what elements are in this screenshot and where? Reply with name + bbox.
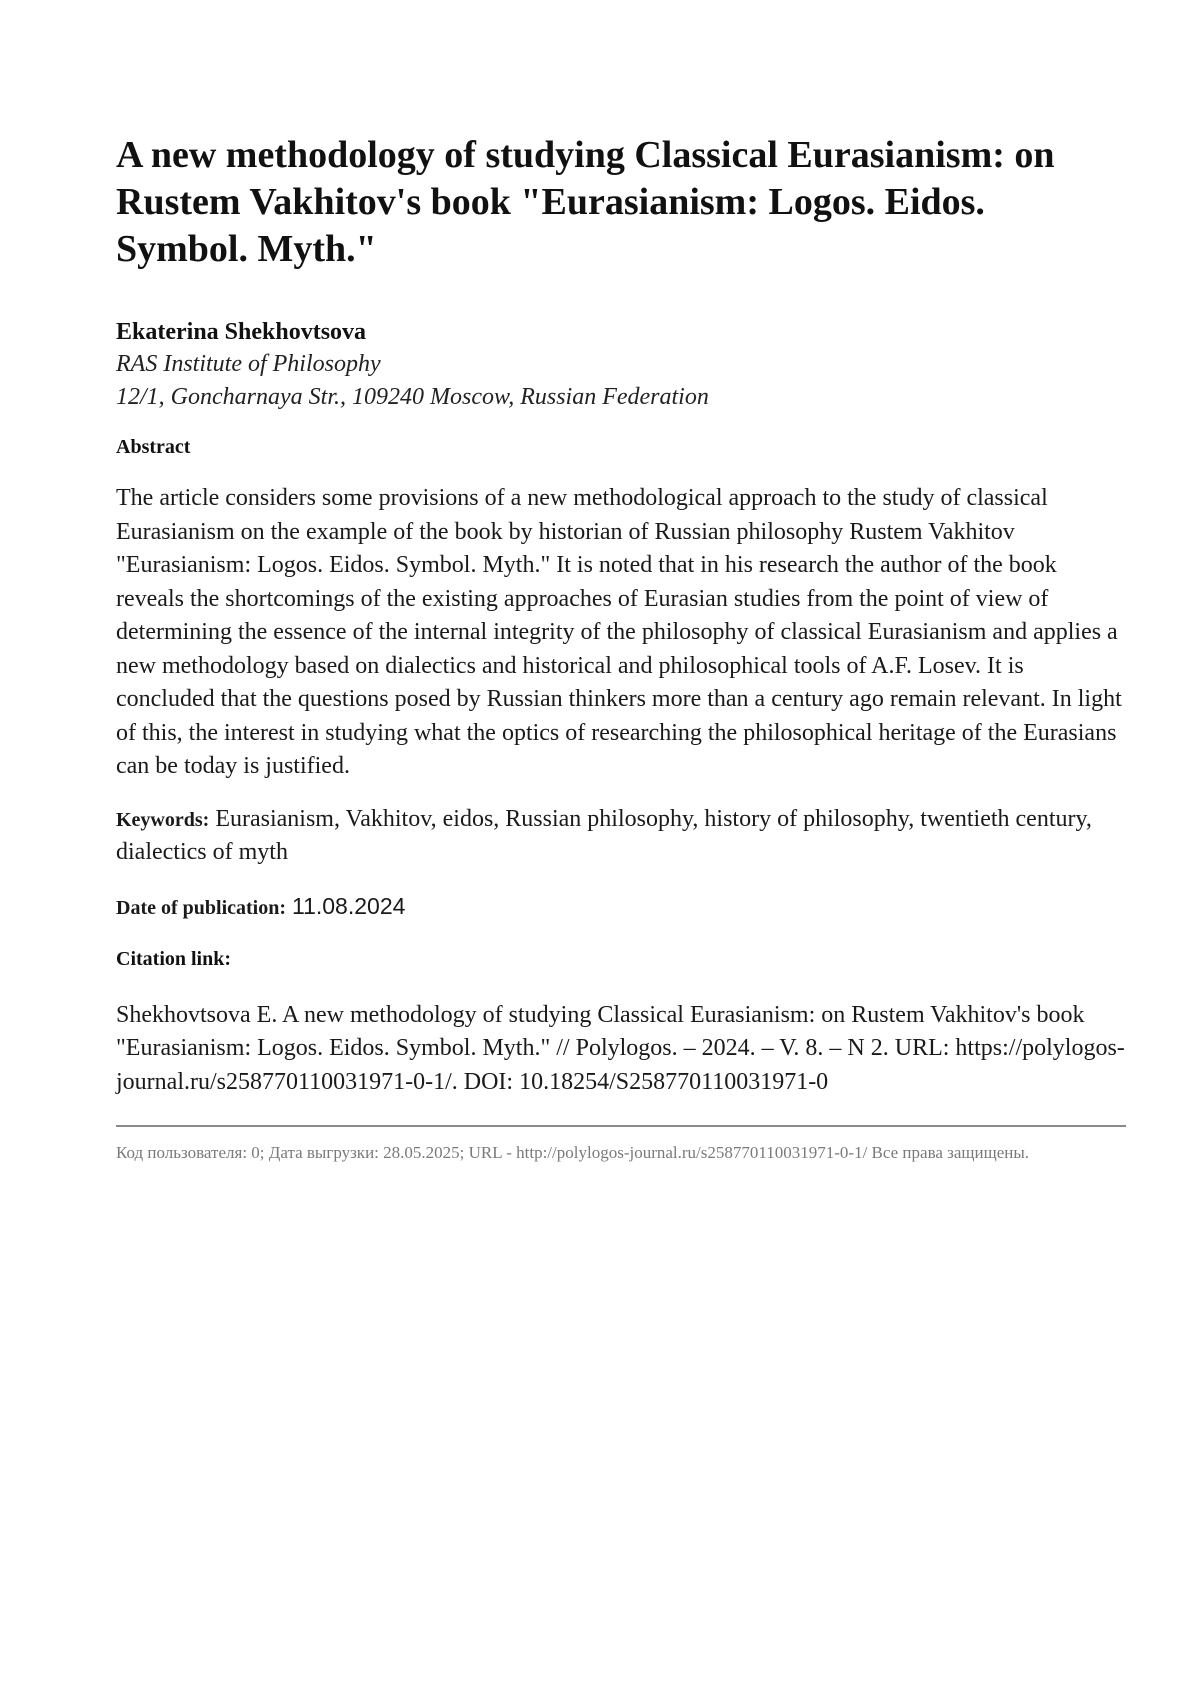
publication-date-label: Date of publication:: [116, 897, 286, 919]
keywords-label: Keywords:: [116, 809, 209, 831]
author-institution: RAS Institute of Philosophy: [116, 348, 1126, 381]
keywords-text: Eurasianism, Vakhitov, eidos, Russian philosophy, history of philosophy, twentieth century, dialectics of myth: [116, 806, 1092, 866]
publication-date-block: [116, 890, 1126, 924]
article-title: A new methodology of studying Classical Eurasianism: on Rustem Vakhitov's book "Eurasianism: Logos. Eidos. Symbol. Myth.": [116, 132, 1126, 273]
keywords-block: [116, 803, 1126, 870]
footer-divider: [116, 1125, 1126, 1127]
citation-heading: Citation link:: [116, 946, 1126, 972]
document-page: [0, 0, 1200, 1698]
footer-note: Код пользователя: 0; Дата выгрузки: 28.05.2025; URL - http://polylogos-journal.ru/s258770110031971-0-1/ Все права защищены.: [116, 1141, 1126, 1165]
publication-date-value: 11.08.2024: [292, 893, 405, 919]
author-block: [116, 317, 1126, 414]
abstract-text: The article considers some provisions of a new methodological approach to the study of classical Eurasianism on the example of the book by historian of Russian philosophy Rustem Vakhitov "Eurasianism: Logos. Eidos. Symbol. Myth." It is noted that in his research the author of the book reveals the shortcomings of the existing approaches of Eurasian studies from the point of view of determining the essence of the internal integrity of the philosophy of classical Eurasianism and applies a new methodology based on dialectics and historical and philosophical tools of A.F. Losev. It is concluded that the questions posed by Russian thinkers more than a century ago remain relevant. In light of this, the interest in studying what the optics of researching the philosophical heritage of the Eurasians can be today is justified.: [116, 482, 1126, 784]
citation-text: Shekhovtsova E. A new methodology of studying Classical Eurasianism: on Rustem Vakhitov's book "Eurasianism: Logos. Eidos. Symbol. Myth." // Polylogos. – 2024. – V. 8. – N 2. URL: https://polylogos-journal.ru/s258770110031971-0-1/. DOI: 10.18254/S258770110031971-0: [116, 999, 1126, 1100]
author-address: 12/1, Goncharnaya Str., 109240 Moscow, Russian Federation: [116, 381, 1126, 414]
article-content: [116, 132, 1126, 1165]
abstract-heading: Abstract: [116, 434, 1126, 460]
author-name: Ekaterina Shekhovtsova: [116, 317, 1126, 348]
